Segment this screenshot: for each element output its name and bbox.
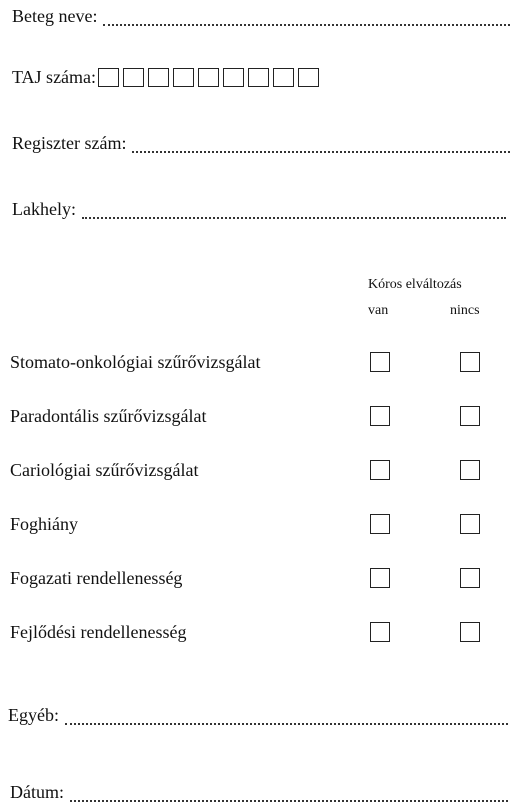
nincs-checkbox[interactable]: [460, 514, 480, 534]
register-number-field[interactable]: [12, 133, 510, 153]
nincs-checkbox[interactable]: [460, 460, 480, 480]
row-label: Cariológiai szűrővizsgálat: [10, 460, 199, 480]
van-checkbox[interactable]: [370, 460, 390, 480]
taj-box[interactable]: [173, 68, 194, 87]
patient-name-label: Beteg neve:: [12, 6, 98, 26]
van-checkbox[interactable]: [370, 406, 390, 426]
screening-row-missing-teeth: [10, 514, 490, 536]
taj-box[interactable]: [223, 68, 244, 87]
date-label: Dátum:: [10, 782, 64, 802]
taj-box[interactable]: [98, 68, 119, 87]
date-field[interactable]: [10, 782, 508, 802]
nincs-checkbox[interactable]: [460, 352, 480, 372]
row-label: Foghiány: [10, 514, 79, 534]
nincs-checkbox[interactable]: [460, 406, 480, 426]
van-checkbox[interactable]: [370, 514, 390, 534]
screening-row-periodontal: [10, 406, 490, 428]
nincs-checkbox[interactable]: [460, 622, 480, 642]
other-label: Egyéb:: [8, 705, 59, 725]
taj-boxes[interactable]: [98, 68, 323, 87]
screening-row-stomato-oncology: [10, 352, 490, 374]
screening-row-developmental-anomaly: [10, 622, 490, 644]
patient-name-line[interactable]: [103, 10, 510, 26]
row-label: Fejlődési rendellenesség: [10, 622, 187, 642]
table-header-title: Kóros elváltozás: [368, 277, 462, 292]
van-checkbox[interactable]: [370, 352, 390, 372]
taj-field[interactable]: [12, 67, 323, 87]
screening-row-cariology: [10, 460, 490, 482]
taj-box[interactable]: [148, 68, 169, 87]
van-checkbox[interactable]: [370, 622, 390, 642]
date-line[interactable]: [70, 786, 508, 802]
residence-line[interactable]: [82, 203, 506, 219]
taj-box[interactable]: [298, 68, 319, 87]
taj-box[interactable]: [123, 68, 144, 87]
residence-label: Lakhely:: [12, 199, 76, 219]
screening-row-dental-anomaly: [10, 568, 490, 590]
row-label: Paradontális szűrővizsgálat: [10, 406, 207, 426]
row-label: Fogazati rendellenesség: [10, 568, 183, 588]
taj-label: TAJ száma:: [12, 67, 97, 87]
register-number-label: Regiszter szám:: [12, 133, 127, 153]
column-nincs-header: nincs: [450, 303, 480, 318]
other-line[interactable]: [65, 709, 508, 725]
taj-box[interactable]: [248, 68, 269, 87]
residence-field[interactable]: [12, 199, 506, 219]
patient-name-field[interactable]: [12, 6, 510, 26]
taj-box[interactable]: [198, 68, 219, 87]
column-van-header: van: [368, 303, 389, 318]
nincs-checkbox[interactable]: [460, 568, 480, 588]
taj-box[interactable]: [273, 68, 294, 87]
row-label: Stomato-onkológiai szűrővizsgálat: [10, 352, 261, 372]
other-field[interactable]: [8, 705, 508, 725]
van-checkbox[interactable]: [370, 568, 390, 588]
register-number-line[interactable]: [132, 137, 510, 153]
